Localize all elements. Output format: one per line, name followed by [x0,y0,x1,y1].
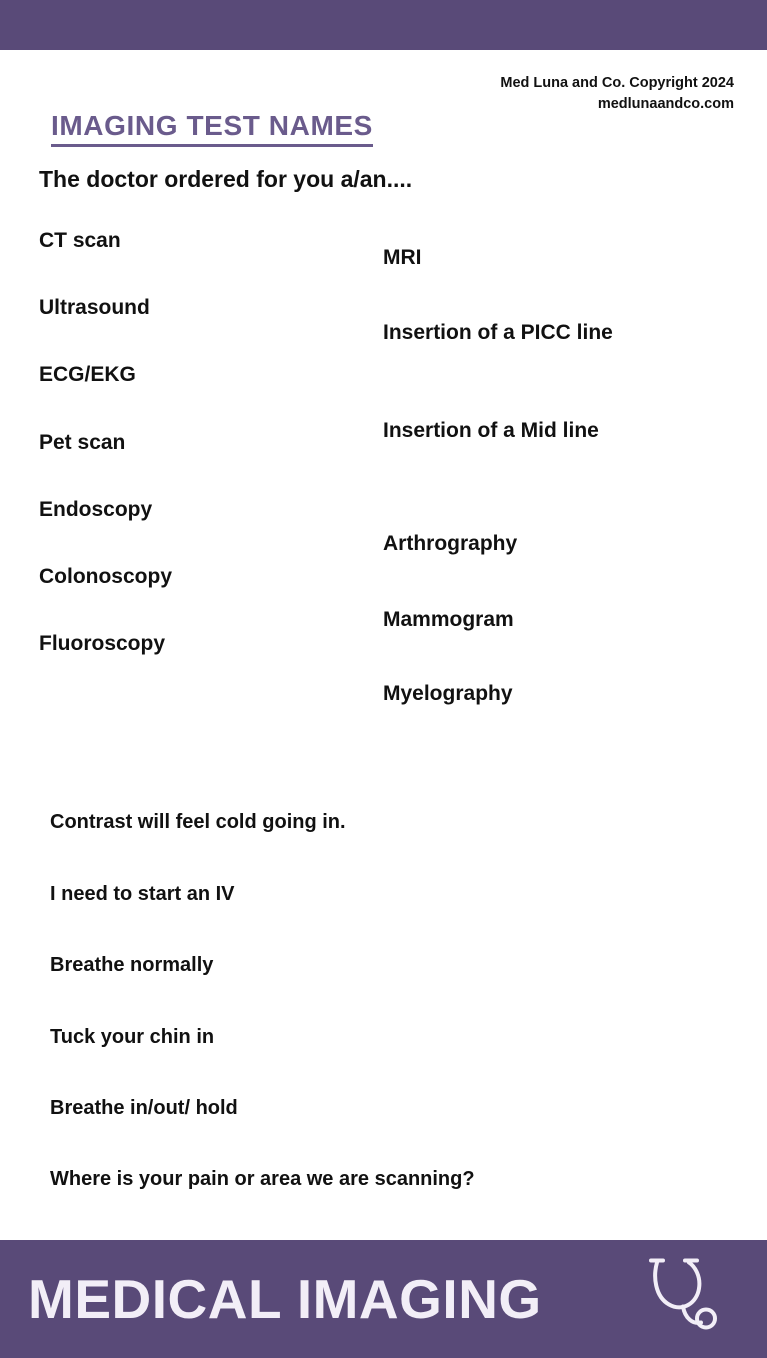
tests-right-column [383,245,743,706]
phrase-item: Breathe in/out/ hold [50,1097,238,1119]
test-item: ECG/EKG [39,363,136,387]
footer-bar [0,1240,767,1358]
top-color-bar [0,0,767,50]
phrase-item: Contrast will feel cold going in. [50,811,346,833]
footer-title: MEDICAL IMAGING [28,1267,542,1330]
page-subtitle: The doctor ordered for you a/an.... [39,166,413,192]
credit-line-2: medlunaandco.com [597,96,734,113]
test-item: Mammogram [383,607,514,631]
phrase-item: Where is your pain or area we are scanning? [50,1168,475,1190]
test-item: Myelography [383,681,513,705]
test-item: Fluoroscopy [39,632,166,656]
stethoscope-icon [643,1255,721,1344]
tests-left-column [39,228,369,656]
phrase-item: Breathe normally [50,954,214,976]
test-item: Ultrasound [39,296,150,320]
page-title: IMAGING TEST NAMES [51,110,373,147]
test-item: CT scan [39,229,121,252]
test-item: Arthrography [383,531,518,555]
copyright-credit [500,73,734,115]
credit-line-1: Med Luna and Co. Copyright 2024 [500,75,734,91]
phrase-item: Tuck your chin in [50,1026,215,1048]
test-item: Endoscopy [39,497,153,521]
test-item: MRI [383,246,422,269]
test-item: Pet scan [39,430,126,454]
test-item: Colonoscopy [39,564,173,588]
phrase-item: I need to start an IV [50,883,235,905]
common-phrases-list [50,810,740,1191]
test-item: Insertion of a PICC line [383,321,613,345]
test-item: Insertion of a Mid line [383,419,599,443]
